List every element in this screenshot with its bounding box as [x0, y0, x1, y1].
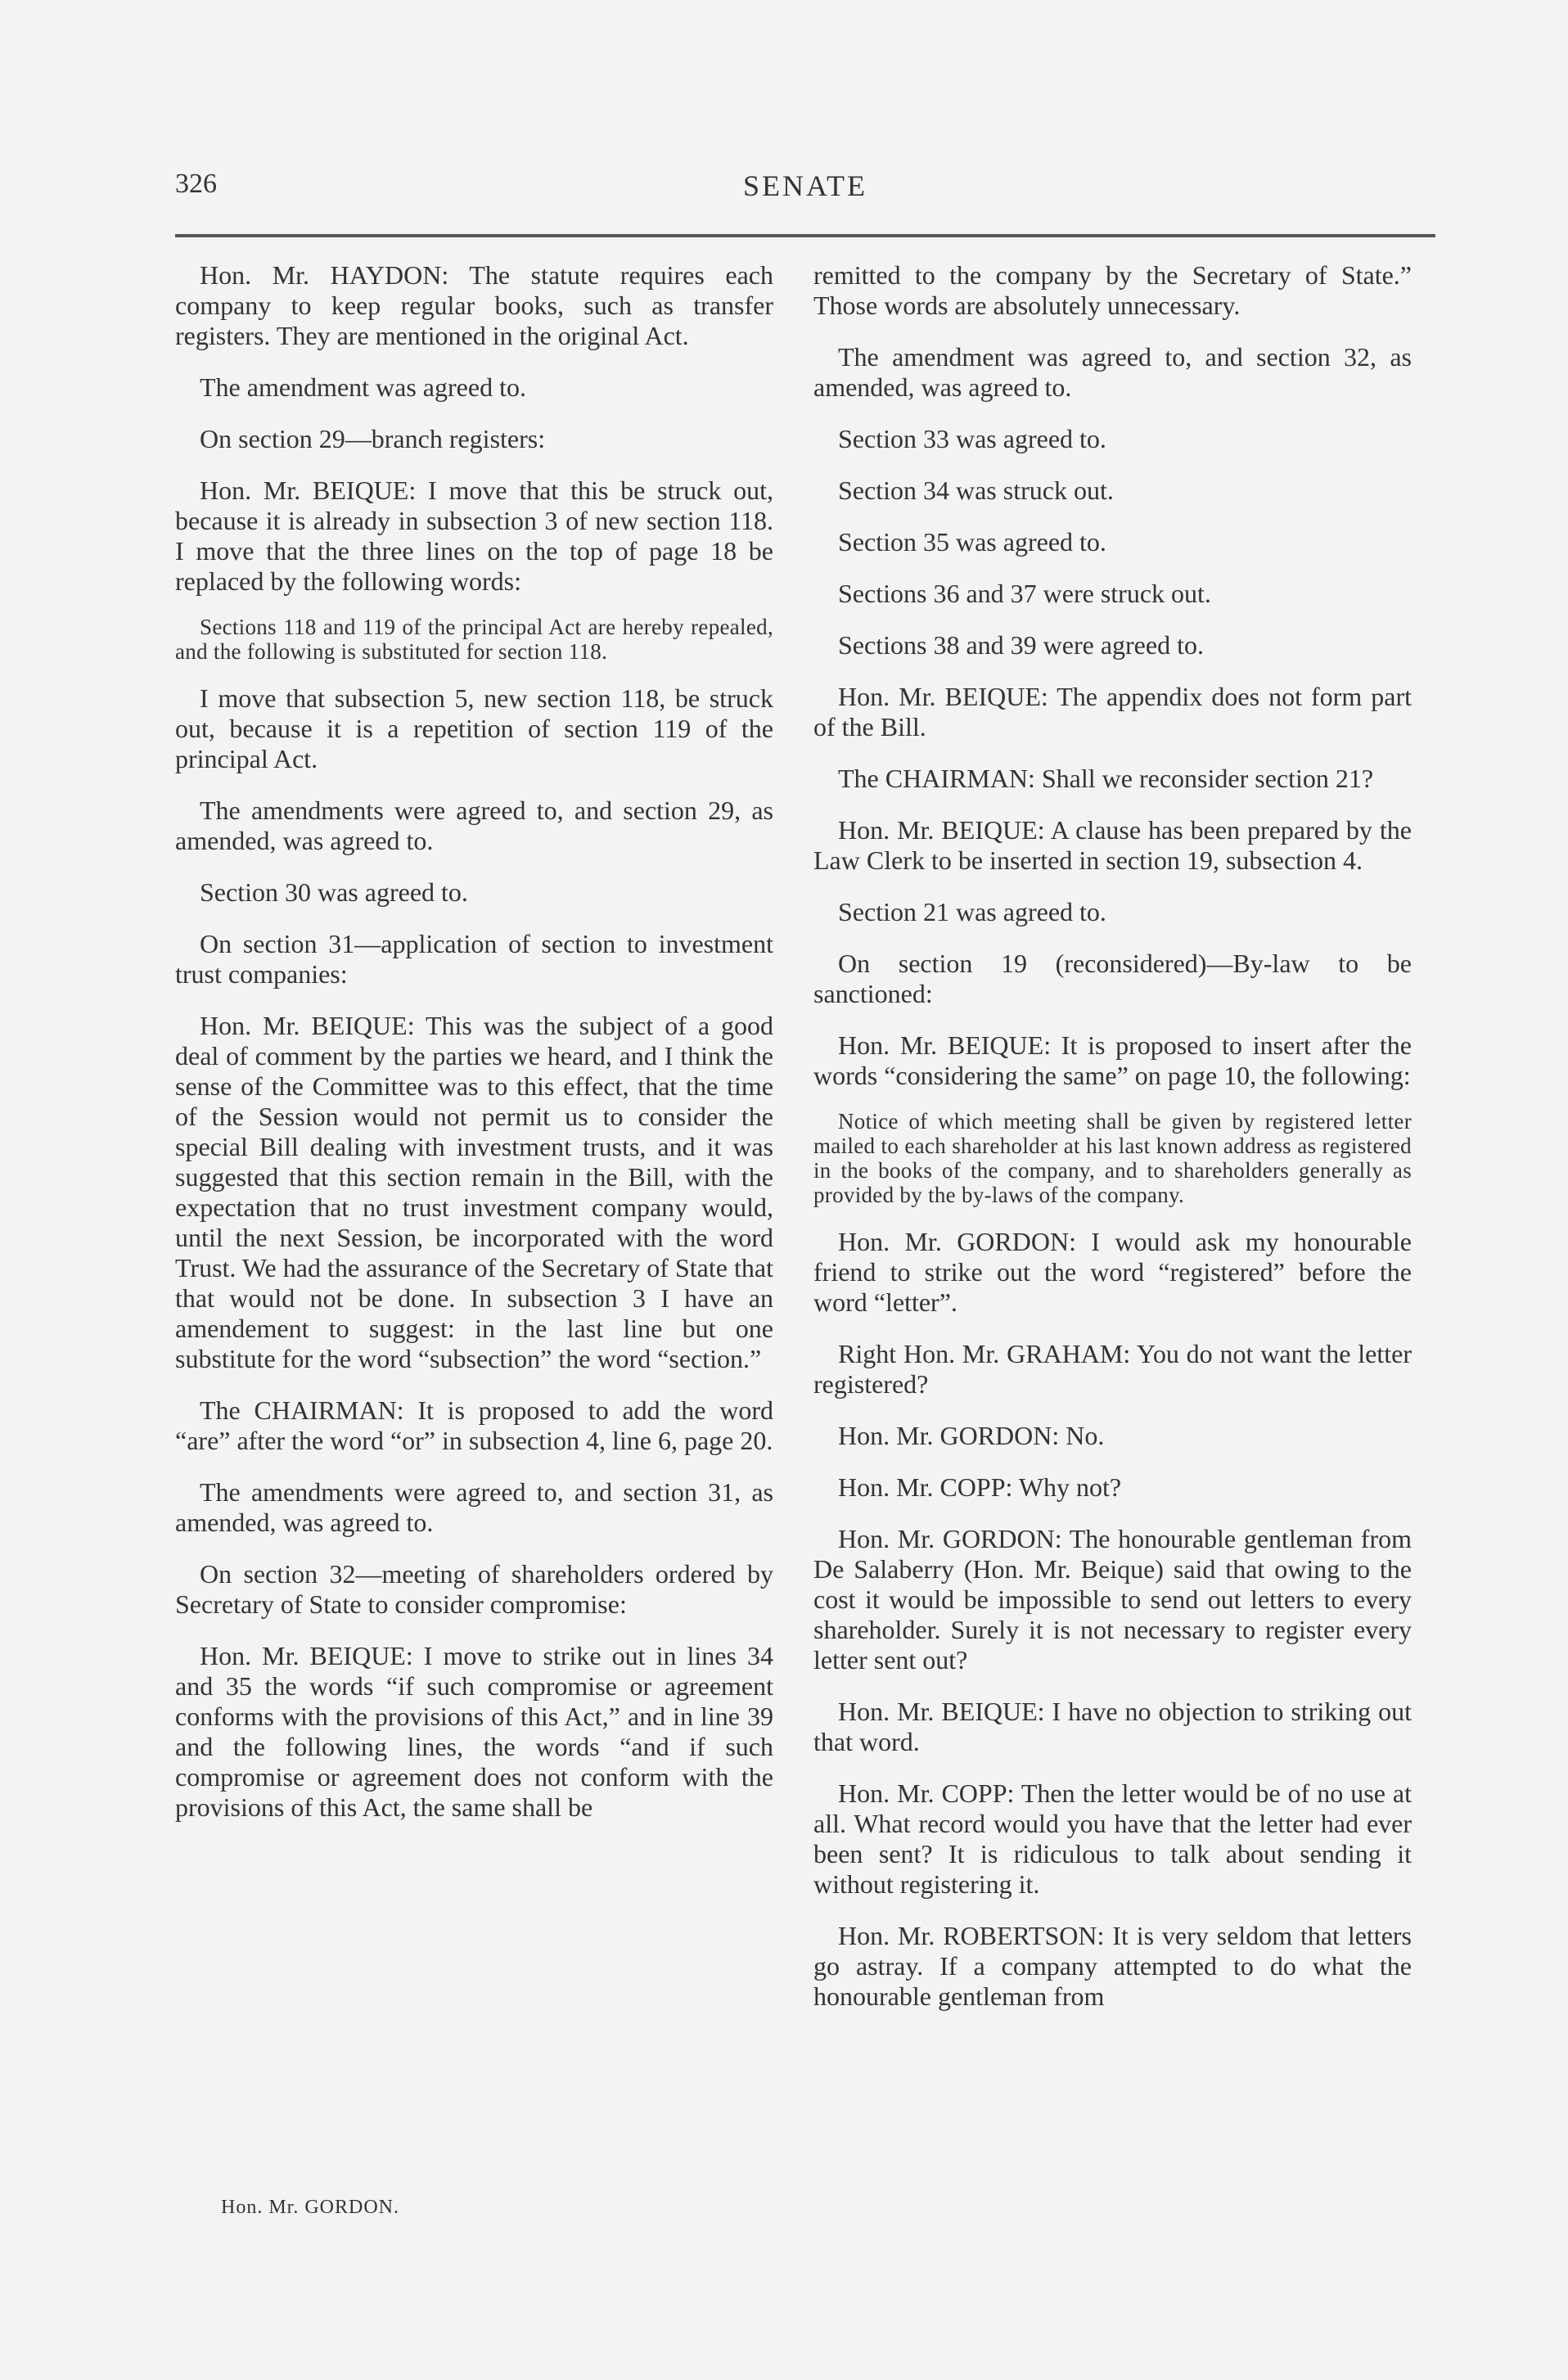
paragraph: Hon. Mr. COPP: Then the letter would be of no use at all. What record would you have that the letter had ever been sent? It is ridiculous to talk about sending it without registering it. — [813, 1778, 1412, 1899]
paragraph: On section 29—branch registers: — [200, 424, 546, 453]
paragraph: Section 30 was agreed to. — [200, 877, 468, 907]
quoted-text: Notice of which meeting shall be given by registered letter mailed to each shareholder at his last known address as registered in the books of the company, and to shareholders generally as provided by the by-laws of the company. — [813, 1109, 1412, 1207]
paragraph: Section 21 was agreed to. — [838, 897, 1106, 926]
paragraph: Hon. Mr. BEIQUE: I move to strike out in lines 34 and 35 the words “if such compromise or agreement conforms with the provisions of this Act,” and in line 39 and the following lines, the words “and if such compromise or agreement does not conform with the provisions of this Act, the same shall be — [175, 1641, 773, 1822]
paragraph: Section 33 was agreed to. — [838, 424, 1106, 453]
paragraph: Hon. Mr. GORDON: The honourable gentleman from De Salaberry (Hon. Mr. Beique) said that owing to the cost it would be impossible to send out letters to every shareholder. Surely it is not necessary to register every letter sent out? — [813, 1524, 1412, 1675]
paragraph: On section 19 (reconsidered)—By-law to be sanctioned: — [813, 949, 1412, 1008]
paragraph: I move that subsection 5, new section 118, be struck out, because it is a repetition of section 119 of the principal Act. — [175, 683, 773, 773]
paragraph: On section 32—meeting of shareholders ordered by Secretary of State to consider compromise: — [175, 1559, 773, 1619]
paragraph: The CHAIRMAN: It is proposed to add the word “are” after the word “or” in subsection 4, line 6, page 20. — [175, 1395, 773, 1455]
catchword: Hon. Mr. GORDON. — [221, 2197, 400, 2218]
paragraph: Hon. Mr. GORDON: I would ask my honourable friend to strike out the word “registered” before the word “letter”. — [813, 1227, 1412, 1317]
paragraph: Hon. Mr. GORDON: No. — [838, 1421, 1105, 1450]
running-title: SENATE — [743, 169, 867, 202]
paragraph: Hon. Mr. BEIQUE: I have no objection to striking out that word. — [813, 1697, 1412, 1756]
paragraph: Section 35 was agreed to. — [838, 527, 1106, 557]
paragraph: Hon. Mr. BEIQUE: A clause has been prepared by the Law Clerk to be inserted in section 19, subsection 4. — [813, 815, 1412, 875]
paragraph: The amendment was agreed to. — [200, 372, 526, 402]
left-column — [175, 260, 773, 1844]
paragraph: Hon. Mr. BEIQUE: I move that this be struck out, because it is already in subsection 3 of new section 118. I move that the three lines on the top of page 18 be replaced by the following words: — [175, 476, 773, 596]
paragraph: Hon. Mr. BEIQUE: The appendix does not form part of the Bill. — [813, 682, 1412, 741]
paragraph: Section 34 was struck out. — [838, 476, 1114, 505]
paragraph: On section 31—application of section to investment trust companies: — [175, 929, 773, 989]
paragraph: Hon. Mr. ROBERTSON: It is very seldom that letters go astray. If a company attempted to do what the honourable gentleman from — [813, 1921, 1412, 2011]
header-rule — [175, 234, 1435, 237]
paragraph: Right Hon. Mr. GRAHAM: You do not want the letter registered? — [813, 1339, 1412, 1399]
paragraph: The CHAIRMAN: Shall we reconsider section 21? — [838, 764, 1374, 793]
paragraph: Sections 38 and 39 were agreed to. — [838, 630, 1204, 660]
right-column — [813, 260, 1412, 2033]
paragraph: The amendments were agreed to, and section 31, as amended, was agreed to. — [175, 1477, 773, 1537]
paragraph: Hon. Mr. HAYDON: The statute requires each company to keep regular books, such as transfer registers. They are mentioned in the original Act. — [175, 260, 773, 350]
page-header — [175, 169, 1435, 205]
quoted-text: Sections 118 and 119 of the principal Act are hereby repealed, and the following is substituted for section 118. — [175, 615, 773, 664]
paragraph: Sections 36 and 37 were struck out. — [838, 579, 1211, 608]
paragraph: The amendment was agreed to, and section 32, as amended, was agreed to. — [813, 342, 1412, 402]
paragraph-continued: remitted to the company by the Secretary of State.” Those words are absolutely unnecessary. — [813, 260, 1412, 320]
paragraph: The amendments were agreed to, and section 29, as amended, was agreed to. — [175, 796, 773, 855]
paragraph: Hon. Mr. BEIQUE: It is proposed to insert after the words “considering the same” on page 10, the following: — [813, 1030, 1412, 1090]
paragraph: Hon. Mr. COPP: Why not? — [838, 1472, 1122, 1502]
paragraph: Hon. Mr. BEIQUE: This was the subject of a good deal of comment by the parties we heard, and I think the sense of the Committee was to this effect, that the time of the Session would not permit us to consider the special Bill dealing with investment trusts, and it was suggested that this section remain in the Bill, with the expectation that no trust investment company would, until the next Session, be incorporated with the word Trust. We had the assurance of the Secretary of State that that would not be done. In subsection 3 I have an amendement to suggest: in the last line but one substitute for the word “subsection” the word “section.” — [175, 1011, 773, 1373]
page-number: 326 — [175, 169, 217, 199]
